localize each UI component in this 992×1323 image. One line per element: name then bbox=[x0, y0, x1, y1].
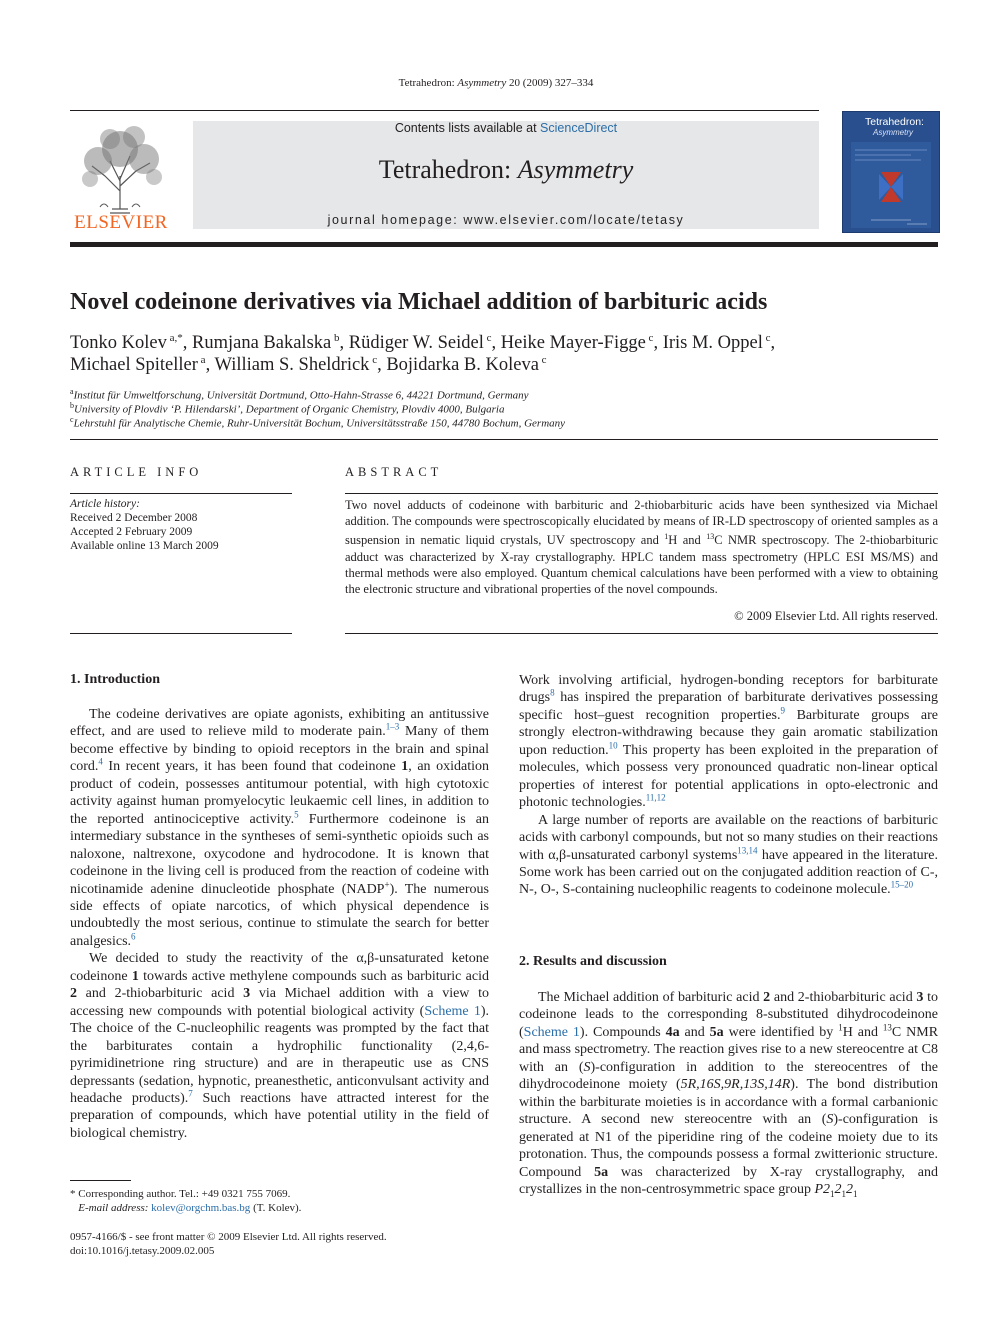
citation-ref[interactable]: 9 bbox=[780, 705, 785, 716]
divider bbox=[345, 633, 938, 634]
author-affiliation-marker: a,* bbox=[166, 332, 183, 344]
citation-ref[interactable]: 1–3 bbox=[385, 721, 400, 732]
scheme-link[interactable]: Scheme 1 bbox=[523, 1024, 580, 1040]
elsevier-wordmark: ELSEVIER bbox=[74, 212, 168, 233]
issn-line: 0957-4166/$ - see front matter © 2009 Elsevier Ltd. All rights reserved. bbox=[70, 1231, 387, 1243]
corresponding-author-note: * Corresponding author. Tel.: +49 0321 755 7069. bbox=[70, 1188, 291, 1200]
abstract-heading: ABSTRACT bbox=[345, 465, 443, 479]
author-name: Michael Spiteller bbox=[70, 355, 198, 376]
citation-ref[interactable]: 6 bbox=[131, 931, 136, 942]
citation-ref[interactable]: 11,12 bbox=[645, 792, 666, 803]
body-column-right bbox=[519, 672, 938, 899]
abstract-body: Two novel adducts of codeinone with barbituric and 2-thiobarbituric acids have been synthesized via Michael addition. The compounds were spectroscopically elucidated by means of IR-LD spectroscopy of oriented samples as a suspension in nematic liquid crystals, UV spectroscopy and $^1$H and $^{13}$C NMR spectroscopy. The 2-thiobarbituric adduct was characterized by X-ray crystallography. HPLC tandem mass spectrometry (HPLC ESI MS/MS) and thermal methods were also employed. Quantum chemical calculations have been performed with a view to obtaining the electronic structure and vibrational properties of the novel compounds. bbox=[345, 498, 939, 597]
email-link[interactable]: kolev@orgchm.bas.bg bbox=[151, 1202, 251, 1214]
author-affiliation-marker: c bbox=[645, 332, 654, 344]
author-affiliation-marker: c bbox=[538, 354, 547, 366]
article-title: Novel codeinone derivatives via Michael addition of barbituric acids bbox=[70, 289, 768, 315]
article-info-heading: ARTICLE INFO bbox=[70, 465, 203, 479]
author-name: Rüdiger W. Seidel bbox=[348, 333, 484, 354]
scheme-link[interactable]: Scheme 1 bbox=[424, 1003, 481, 1019]
email-note: E-mail address: kolev@orgchm.bas.bg (T. Kolev). bbox=[78, 1202, 302, 1214]
author-list: Tonko Kolev $^{a,*}$, Rumjana Bakalska $^b$, Rüdiger W. Seidel $^c$, Heike Mayer-Figge $^c$, Iris M. Oppel $^c$, bbox=[70, 332, 776, 354]
author-name: William S. Sheldrick bbox=[214, 355, 370, 376]
author-affiliation-marker: a bbox=[197, 354, 206, 366]
compound-number: 1 bbox=[401, 759, 409, 775]
accepted-date: Accepted 2 February 2009 bbox=[70, 526, 193, 538]
cover-subtitle: Asymmetry bbox=[873, 128, 913, 137]
cover-title: Tetrahedron: bbox=[865, 116, 924, 128]
divider bbox=[345, 493, 938, 494]
paragraph: The codeine derivatives are opiate agonists, exhibiting an antitussive effect, and are used to relieve mild to moderate pain.$^{1-3}$ Many of them become effective by binding to opioid receptors in the brain and spinal cord.$^4$ In recent years, it has been found that codeinone 1, an oxidation product of codein, possesses antitumour potential, with high cytotoxic activity against human promyelocytic leukaemic cell lines, in addition to the reported antinociceptive activity.$^5$ Furthermore codeinone is an intermediary substance in the syntheses of semi-synthetic opioids such as naloxone, naltrexone, oxycodone and hydrocodone. It is known that codeinone in the living cell is produced from the reaction of codeine with nicotinamide adenine dinucleotide phosphate (NADP+). The numerous side effects of opiate narcotics, of which physical dependence is undoubtedly the most serious, continue to stimulate the search for better analgesics.$^6$ bbox=[70, 707, 490, 949]
author-name: Rumjana Bakalska bbox=[192, 333, 332, 354]
section-heading-results: 2. Results and discussion bbox=[519, 954, 667, 969]
header-thick-rule bbox=[70, 242, 938, 247]
article-history bbox=[70, 497, 219, 553]
journal-citation: Tetrahedron: Asymmetry 20 (2009) 327–334 bbox=[398, 77, 594, 89]
author-affiliation-marker: c bbox=[483, 332, 492, 344]
journal-name: Tetrahedron: Asymmetry bbox=[378, 155, 634, 184]
citation-ref[interactable]: 15–20 bbox=[890, 879, 914, 890]
paragraph: The Michael addition of barbituric acid 2 and 2-thiobarbituric acid 3 to codeinone leads to the corresponding 8-substituted dihydrocodeinone (Scheme 1). Compounds 4a and 5a were identified by $^1$H and $^{13}$C NMR and mass spectrometry. The reaction gives rise to a new stereocentre at C8 with an (S)-configuration in addition to the stereocentres of the dihydrocodeinone moiety (5R,16S,9R,13S,14R). The bond distribution within the barbiturate moieties is in accordance with a formal carbanionic structure. A second new stereocentre with an (S)-configuration is generated at N1 of the piperidine ring of the codeine moiety due to its protonation. Thus, the compounds possess a formal zwitterionic structure. Compound 5a was characterized by X-ray crystallography, and crystallizes in the non-centrosymmetric space group $P2_12_12_1$ bbox=[519, 990, 939, 1199]
affiliation: $^c$Lehrstuhl für Analytische Chemie, Ruhr-Universität Bochum, Universitätsstraße 150, 44780 Bochum, Germany bbox=[70, 415, 566, 430]
citation-ref[interactable]: 8 bbox=[550, 687, 555, 698]
divider bbox=[70, 633, 292, 634]
author-name: Iris M. Oppel bbox=[662, 333, 763, 354]
contents-line: Contents lists available at ScienceDirect bbox=[394, 121, 618, 135]
paragraph: We decided to study the reactivity of the α,β-unsaturated ketone codeinone 1 towards active methylene compounds such as barbituric acid 2 and 2-thiobarbituric acid 3 via Michael addition with a view to accessing new compounds with potential biological activity (Scheme 1). The choice of the C-nucleophilic reagents was prompted by the fact that the barbiturates contain a hydrophilic functionality (2,4,6-pyrimidinetrione ring structure) and are in therapeutic use as CNS depressants (sedation, hypnotic, preanesthetic, anticonvulsant activity and headache products).$^7$ Such reactions have attracted interest for the preparation of compounds, which have potential utility in the field of biological chemistry. bbox=[70, 951, 490, 1141]
author-affiliation-marker: c bbox=[369, 354, 378, 366]
sciencedirect-link[interactable]: ScienceDirect bbox=[540, 121, 618, 135]
citation-ref[interactable]: 13,14 bbox=[737, 844, 758, 855]
author-list: Michael Spiteller $^a$, William S. Sheldrick $^c$, Bojidarka B. Koleva $^c$ bbox=[70, 354, 547, 376]
compound-number: 4a bbox=[665, 1024, 680, 1040]
online-date: Available online 13 March 2009 bbox=[70, 540, 219, 552]
paragraph: A large number of reports are available on the reactions of barbituric acids with carbonyl compounds, but not so many studies on their reactions with α,β-unsaturated carbonyl systems$^{13,14}$ have appeared in the literature. Some work has been carried out on the conjugated addition reaction of C-, N-, O-, S-containing nucleophilic reagents to codeinone molecule.$^{15-20}$ bbox=[519, 812, 939, 898]
cover-artwork bbox=[851, 142, 931, 228]
affiliation: $^b$University of Plovdiv ‘P. Hilendarski’, Department of Organic Chemistry, Plovdiv 4000, Bulgaria bbox=[70, 401, 505, 416]
author-affiliation-marker: b bbox=[331, 332, 340, 344]
journal-cover bbox=[842, 111, 940, 233]
divider bbox=[70, 493, 292, 494]
compound-number: 2 bbox=[70, 986, 77, 1002]
divider bbox=[70, 439, 938, 440]
history-label: Article history: bbox=[70, 498, 140, 510]
author-name: Tonko Kolev bbox=[70, 333, 167, 354]
paragraph: Work involving artificial, hydrogen-bonding receptors for barbiturate drugs$^8$ has inspired the preparation of barbiturate derivatives possessing specific host–guest recognition properties.$^9$ Barbiturate groups are strongly electron-withdrawing because they gain aromatic stabilization upon reduction.$^{10}$ This property has been exploited in the preparation of molecules, which possess very pronounced quadratic non-linear optical properties of interest for potential applications in opto-electronic and photonic technologies.$^{11,12}$ bbox=[519, 673, 938, 811]
author-name: Bojidarka B. Koleva bbox=[386, 355, 539, 376]
footnote-rule bbox=[70, 1180, 131, 1181]
compound-number: 3 bbox=[916, 990, 924, 1005]
author-affiliation-marker: c bbox=[762, 332, 771, 344]
compound-number: 5a bbox=[709, 1024, 724, 1040]
compound-number: 3 bbox=[243, 986, 251, 1002]
compound-number: 5a bbox=[594, 1164, 609, 1180]
section-heading-introduction: 1. Introduction bbox=[70, 672, 160, 687]
citation-ref[interactable]: 5 bbox=[294, 809, 299, 820]
compound-number: 1 bbox=[131, 968, 139, 984]
body-column-left bbox=[70, 706, 489, 1142]
doi-line[interactable]: doi:10.1016/j.tetasy.2009.02.005 bbox=[70, 1245, 215, 1257]
affiliation: $^a$Institut für Umweltforschung, Universität Dortmund, Otto-Hahn-Strasse 6, 44221 Dortmund, Germany bbox=[70, 387, 529, 402]
header-rule bbox=[70, 110, 819, 111]
received-date: Received 2 December 2008 bbox=[70, 512, 198, 524]
citation-ref[interactable]: 10 bbox=[608, 740, 618, 751]
citation-ref[interactable]: 4 bbox=[98, 756, 103, 767]
journal-homepage[interactable]: journal homepage: www.elsevier.com/locate/tetasy bbox=[327, 213, 685, 227]
author-name: Heike Mayer-Figge bbox=[500, 333, 646, 354]
copyright-notice: © 2009 Elsevier Ltd. All rights reserved. bbox=[734, 609, 938, 623]
body-column-right bbox=[519, 989, 938, 1198]
citation-ref[interactable]: 7 bbox=[188, 1088, 193, 1099]
compound-number: 2 bbox=[763, 990, 771, 1005]
